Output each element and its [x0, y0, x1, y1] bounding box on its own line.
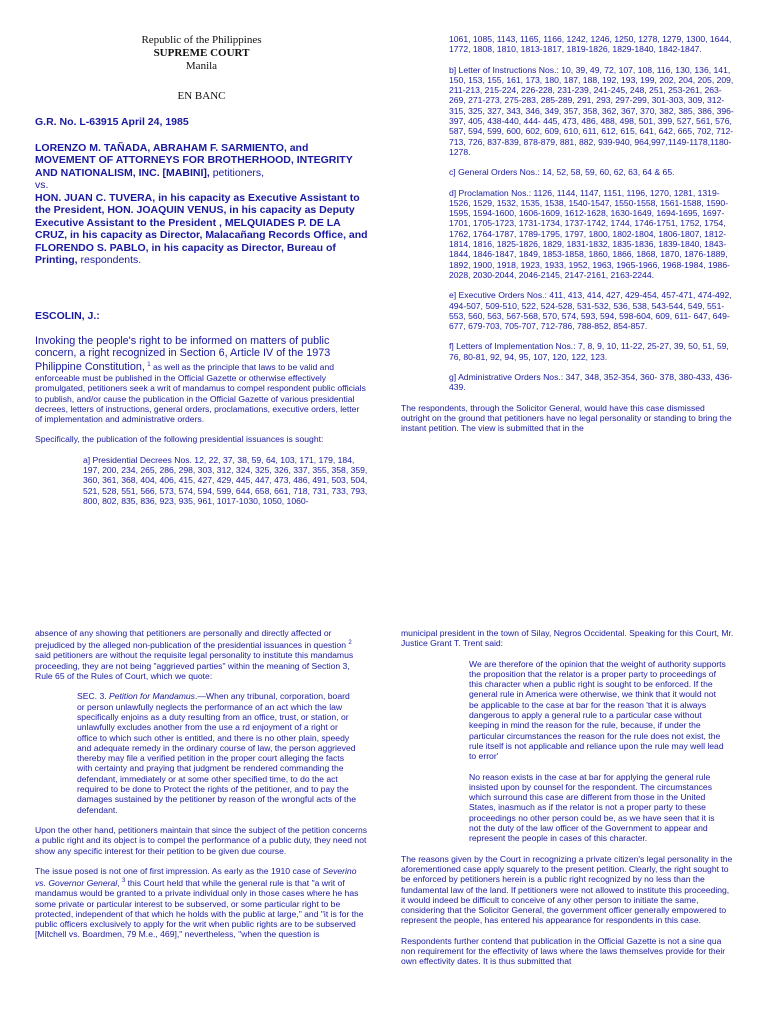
paragraph [35, 628, 368, 681]
footnote-ref: 2 [348, 640, 352, 647]
section-label: SEC. 3. [77, 691, 109, 702]
page-1-left-column [35, 34, 368, 516]
page-2-left-column [35, 628, 368, 950]
paragraph-rest: as well as the principle that laws to be valid and enforceable must be published in the Official Gazette or otherwise effectively promulgated, petitioners seek a writ of mandamus to compel respondent public officials to publish, and/or cause the publication in the Official Gazette of various presidential decrees, letters of instructions, general orders, proclamations, executive orders, letter of implementation and administrative orders. [35, 361, 366, 425]
paragraph-part: absence of any showing that petitioners are personally and directly affected or prejudiced by the alleged non-publication of the presidential issuances in question [35, 628, 347, 651]
paragraph: Respondents further contend that publication in the Official Gazette is not a sine qua non requirement for the effectivity of laws where the laws themselves provide for their own effectivity dates. It is thus submitted that [401, 935, 726, 967]
section-title: Petition for Mandamus [109, 691, 195, 702]
header-city: Manila [185, 60, 218, 72]
footnote-ref: 3 [121, 878, 126, 885]
ponente: ESCOLIN, J.: [35, 309, 100, 322]
page-2-right-column [401, 628, 734, 977]
case-number: G.R. No. L-63915 April 24, 1985 [35, 116, 189, 129]
respondents-role: respondents. [77, 254, 142, 267]
paragraph: The issue posed is not one of first impression. As early as the 1910 case of Severino vs. Governor General, $^3$ this Court held that while the general rule is that "a writ of mandamus would be granted to a private individual only in those cases where he has some private or particular interest to be subserved, or some particular right to be protected, independent of that which he holds with the public at large," and "it is for the public officers exclusively to apply for the writ when public rights are to be subserved [Mitchell vs. Boardmen, 79 M.e., 469]," nevertheless, "when the question is [35, 865, 364, 940]
block-quote: We are therefore of the opinion that the weight of authority supports the proposition that the relator is a proper party to proceedings of this character when a public right is sought to be enforced. If the general rule in America were otherwise, we think that it would not be applicable to the case at bar for the reason 'that it is always dangerous to apply a general rule to a particular case without keeping in mind the reason for the rule, because, if under the particular circumstances the reason for the rule does not exist, the rule itself is not applicable and reliance upon the rule may well lead to error' [469, 658, 726, 762]
petitioners-names: LORENZO M. TAÑADA, ABRAHAM F. SARMIENTO, and MOVEMENT OF ATTORNEYS FOR BROTHERHOOD, INTEGRITY AND NATIONALISM, INC. [MABINI], [35, 141, 353, 179]
issuance-list-item: a] Presidential Decrees Nos. 12, 22, 37, 38, 59, 64, 103, 171, 179, 184, 197, 200, 234, 265, 286, 298, 303, 312, 324, 325, 326, 337, 355, 358, 359, 360, 361, 368, 404, 406, 415, 427, 429, 445, 447, 473, 486, 491, 503, 504, 521, 528, 551, 566, 573, 574, 594, 599, 644, 658, 661, 718, 731, 733, 793, 800, 802, 835, 836, 923, 935, 961, 1017-1030, 1050, 1060- [83, 454, 368, 506]
issuance-list-item: e] Executive Orders Nos.: 411, 413, 414, 427, 429-454, 457-471, 474-492, 494-507, 509-510, 522, 524-528, 531-532, 536, 538, 543-544, 549, 551-553, 560, 563, 567-568, 570, 574, 593, 594, 598-604, 609, 611- 647, 649-677, 679-703, 705-707, 712-786, 788-852, 854-857. [449, 290, 732, 332]
quoted-rule [77, 691, 358, 815]
respondents-names: HON. JUAN C. TUVERA, in his capacity as Executive Assistant to the President, HON. JOAQUIN VENUS, in his capacity as Deputy Executive Assistant to the President , MELQUIADES P. DE LA CRUZ, in his capacity as Director, Malacañang Records Office, and FLORENDO S. PABLO, in his capacity as Director, Bureau of Printing, [35, 191, 368, 267]
paragraph: Specifically, the publication of the following presidential issuances is sought: [35, 434, 324, 445]
en-banc-label: EN BANC [177, 90, 226, 102]
paragraph: Upon the other hand, petitioners maintain that since the subject of the petition concerns a public right and its object is to compel the performance of a public duty, they need not show any specific interest for their petition to be given due course. [35, 824, 368, 856]
petitioners-role: petitioners, [209, 166, 265, 179]
footnote-ref: 1 [147, 361, 151, 368]
issuance-list-item: f] Letters of Implementation Nos.: 7, 8, 9, 10, 11-22, 25-27, 39, 50, 51, 59, 76, 80-81, 92, 94, 95, 107, 120, 122, 123. [449, 341, 729, 362]
issuance-list-item: g] Administrative Orders Nos.: 347, 348, 352-354, 360- 378, 380-433, 436-439. [449, 372, 733, 393]
versus-label: vs. [35, 179, 49, 192]
header-republic: Republic of the Philippines [141, 34, 262, 46]
paragraph-lead: Invoking the people's right to be informed on matters of public concern, a right recognized in Section 6, Article IV of the 1973 Philippine Constitution, [35, 334, 331, 373]
court-header [35, 34, 368, 73]
issuance-list-item: 1061, 1085, 1143, 1165, 1166, 1242, 1246, 1250, 1278, 1279, 1300, 1644, 1772, 1808, 1810, 1813-1817, 1819-1826, 1829-1840, 1842-1847. [449, 34, 732, 55]
paragraph-part: said petitioners are without the requisite legal personality to institute this mandamus proceeding, they are not being "aggrieved parties" within the meaning of Section 3, Rule 65 of the Rules of Court, which we quote: [35, 650, 354, 682]
case-citation: Severino vs. Governor General [35, 865, 357, 888]
block-quote: No reason exists in the case at bar for applying the general rule insisted upon by counsel for the respondent. The circumstances which surround this case are different from those in the United States, inasmuch as if the relator is not a proper party to these proceedings no other person could be, as we have seen that it is not the duty of the law officer of the Government to appear and represent the people in cases of this character. [469, 771, 715, 844]
issuance-list-item: c] General Orders Nos.: 14, 52, 58, 59, 60, 62, 63, 64 & 65. [449, 167, 675, 178]
paragraph [35, 335, 368, 425]
paragraph: The respondents, through the Solicitor General, would have this case dismissed outright on the ground that petitioners have no legal personality or standing to bring the instant petition. The view is submitted that in the [401, 402, 732, 434]
issuance-list-item: b] Letter of Instructions Nos.: 10, 39, 49, 72, 107, 108, 116, 130, 136, 141, 150, 153, 155, 161, 173, 180, 187, 188, 192, 193, 199, 202, 204, 205, 209, 211-213, 215-224, 226-228, 231-239, 241-245, 248, 251, 253-261, 263-269, 271-273, 275-283, 285-289, 291, 293, 297-299, 301-303, 309, 312-315, 325, 327, 343, 346, 349, 357, 358, 362, 367, 370, 382, 385, 386, 396-397, 405, 438-440, 444- 445, 473, 486, 488, 498, 501, 399, 527, 561, 576, 587, 594, 599, 600, 602, 609, 610, 611, 612, 615, 641, 642, 665, 702, 712-713, 726, 837-839, 878-879, 881, 882, 939-940, 964,997,1149-1178,1180-1278. [449, 64, 734, 157]
paragraph-part: this Court held that while the general rule is that "a writ of mandamus would be granted to a private individual only in those cases where he has some private or particular interest to be subserved, or some particular right to be protected, independent of that which he holds with the public at large," and "it is for the public officers exclusively to apply for the writ when public rights are to be subserved [Mitchell vs. Boardmen, 79 M.e., 469]," nevertheless, "when the question is [35, 877, 364, 940]
paragraph: The reasons given by the Court in recognizing a private citizen's legal personality in the aforementioned case apply squarely to the present petition. Clearly, the right sought to be enforced by petitioners herein is a public right recognized by no less than the fundamental law of the land. If petitioners were not allowed to institute this proceeding, it would indeed be difficult to conceive of any other person to initiate the same, considering that the Solicitor General, the government officer generally empowered to represent the people, has entered his appearance for respondents in this case. [401, 853, 733, 926]
section-body: .—When any tribunal, corporation, board or person unlawfully neglects the performance of an act which the law specifically enjoins as a duty resulting from an office, trust, or station, or unlawfully excludes another from the use a rd enjoyment of a right or office to which such other is entitled, and there is no other plain, speedy and adequate remedy in the ordinary course of law, the person aggrieved thereby may file a verified petition in the proper court alleging the facts with certainty and praying that judgment be rendered commanding the defendant, immediately or at some other specified time, to do the act required to be done to Protect the rights of the petitioner, and to pay the damages sustained by the petitioner by reason of the wrongful acts of the defendant. [77, 691, 356, 815]
issuance-list-item: d] Proclamation Nos.: 1126, 1144, 1147, 1151, 1196, 1270, 1281, 1319-1526, 1529, 1532, 1535, 1538, 1540-1547, 1550-1558, 1561-1588, 1590-1595, 1594-1600, 1606-1609, 1612-1628, 1630-1649, 1694-1695, 1697-1701, 1705-1723, 1731-1734, 1737-1742, 1744, 1746-1751, 1752, 1754, 1762, 1764-1787, 1789-1795, 1797, 1800, 1802-1804, 1806-1807, 1812-1814, 1816, 1825-1826, 1829, 1831-1832, 1835-1836, 1839-1840, 1843-1844, 1846-1847, 1849, 1853-1858, 1860, 1866, 1868, 1870, 1876-1889, 1892, 1900, 1918, 1923, 1933, 1952, 1963, 1965-1966, 1968-1984, 1986-2028, 2030-2044, 2046-2145, 2147-2161, 2163-2244. [449, 187, 730, 280]
header-court: SUPREME COURT [153, 47, 250, 59]
page-2 [0, 598, 768, 1024]
paragraph-part: The issue posed is not one of first impression. As early as the 1910 case of [35, 865, 323, 876]
page-1-right-column [401, 34, 734, 444]
case-parties [35, 142, 368, 267]
paragraph: municipal president in the town of Silay, Negros Occidental. Speaking for this Court, Mr. Justice Grant T. Trent said: [401, 628, 734, 649]
